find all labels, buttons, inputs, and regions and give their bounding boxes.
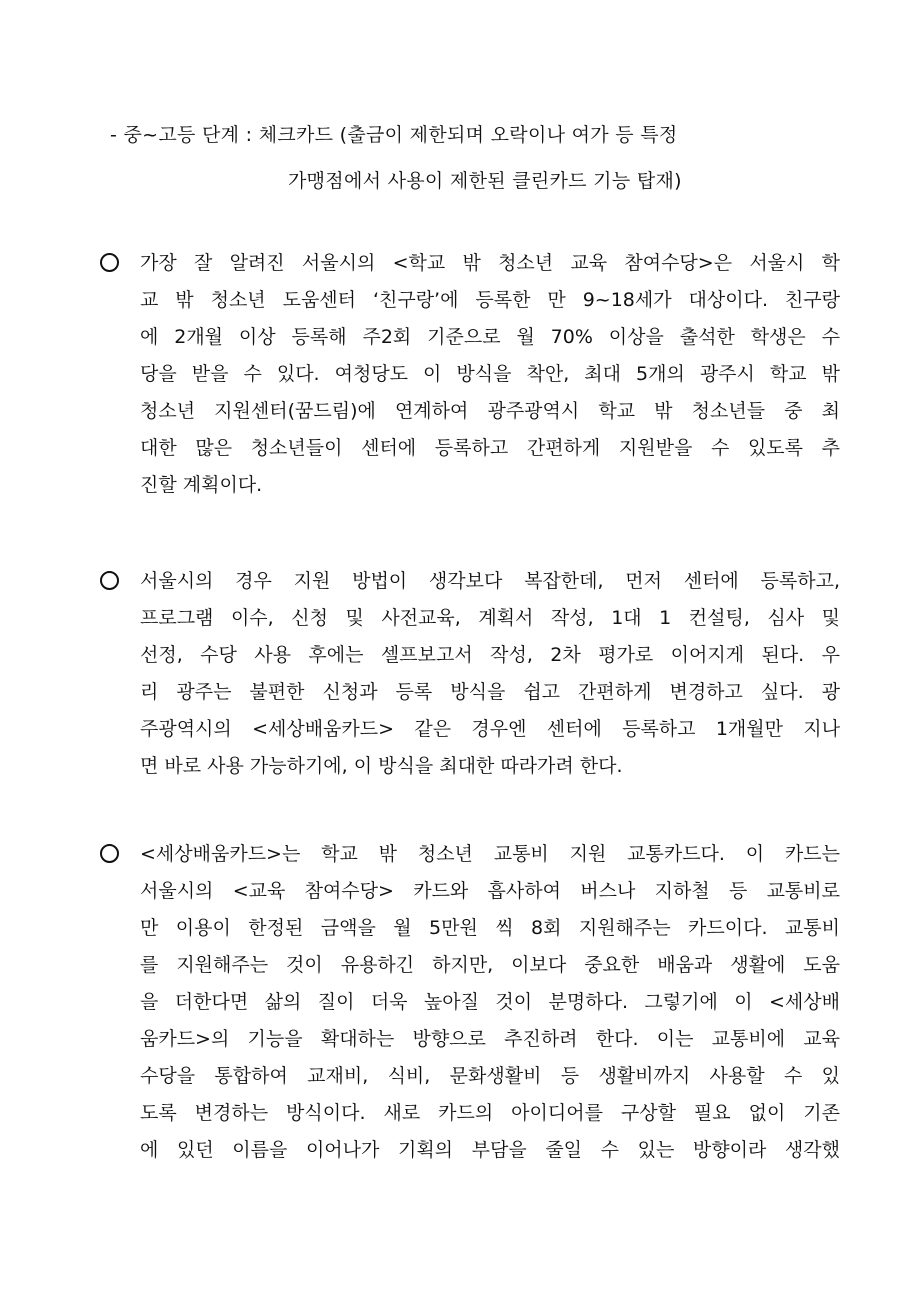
paragraph-line: 면 바로 사용 가능하기에, 이 방식을 최대한 따라가려 한다.: [140, 755, 623, 777]
paragraph-line: <세상배움카드>는 학교 밖 청소년 교통비 지원 교통카드다. 이 카드는: [140, 843, 840, 865]
paragraph-line: 에 2개월 이상 등록해 주2회 기준으로 월 70% 이상을 출석한 학생은 수: [140, 326, 840, 348]
paragraph-line: 교 밖 청소년 도움센터 ‘친구랑’에 등록한 만 9~18세가 대상이다. 친구랑: [140, 289, 840, 311]
paragraph-line: 에 있던 이름을 이어나가 기획의 부담을 줄일 수 있는 방향이라 생각했: [140, 1139, 840, 1161]
circle-bullet-icon: [100, 571, 119, 590]
circle-bullet-icon: [100, 844, 119, 863]
paragraph-line: 가장 잘 알려진 서울시의 <학교 밖 청소년 교육 참여수당>은 서울시 학: [140, 252, 840, 274]
stage-note-line: - 중~고등 단계 : 체크카드 (출금이 제한되며 오락이나 여가 등 특정: [110, 124, 678, 146]
paragraph-line: 리 광주는 불편한 신청과 등록 방식을 쉽고 간편하게 변경하고 싶다. 광: [140, 681, 840, 703]
stage-note-line: 가맹점에서 사용이 제한된 클린카드 기능 탑재): [288, 170, 682, 192]
paragraph-learning-card: [100, 836, 840, 1169]
paragraph-line: 서울시의 경우 지원 방법이 생각보다 복잡한데, 먼저 센터에 등록하고,: [140, 570, 840, 592]
paragraph-line: 을 더한다면 삶의 질이 더욱 높아질 것이 분명하다. 그렇기에 이 <세상배: [140, 991, 840, 1013]
paragraph-line: 선정, 수당 사용 후에는 셀프보고서 작성, 2차 평가로 이어지게 된다. 우: [140, 644, 840, 666]
paragraph-line: 대한 많은 청소년들이 센터에 등록하고 간편하게 지원받을 수 있도록 추: [140, 437, 840, 459]
card-stage-note: [110, 112, 810, 204]
paragraph-line: 프로그램 이수, 신청 및 사전교육, 계획서 작성, 1대 1 컨설팅, 심사 및: [140, 607, 840, 629]
paragraph-line: 만 이용이 한정된 금액을 월 5만원 씩 8회 지원해주는 카드이다. 교통비: [140, 917, 840, 939]
paragraph-line: 서울시의 <교육 참여수당> 카드와 흡사하여 버스나 지하철 등 교통비로: [140, 880, 840, 902]
paragraph-line: 수당을 통합하여 교재비, 식비, 문화생활비 등 생활비까지 사용할 수 있: [140, 1065, 840, 1087]
circle-bullet-icon: [100, 253, 119, 272]
paragraph-line: 진할 계획이다.: [140, 474, 263, 496]
paragraph-application-process: [100, 563, 840, 785]
paragraph-line: 도록 변경하는 방식이다. 새로 카드의 아이디어를 구상할 필요 없이 기존: [140, 1102, 840, 1124]
paragraph-line: 를 지원해주는 것이 유용하긴 하지만, 이보다 중요한 배움과 생활에 도움: [140, 954, 840, 976]
paragraph-seoul-allowance: [100, 245, 840, 504]
paragraph-line: 청소년 지원센터(꿈드림)에 연계하여 광주광역시 학교 밖 청소년들 중 최: [140, 400, 840, 422]
paragraph-line: 주광역시의 <세상배움카드> 같은 경우엔 센터에 등록하고 1개월만 지나: [140, 718, 840, 740]
paragraph-line: 움카드>의 기능을 확대하는 방향으로 추진하려 한다. 이는 교통비에 교육: [140, 1028, 840, 1050]
paragraph-line: 당을 받을 수 있다. 여청당도 이 방식을 착안, 최대 5개의 광주시 학교 밖: [140, 363, 840, 385]
